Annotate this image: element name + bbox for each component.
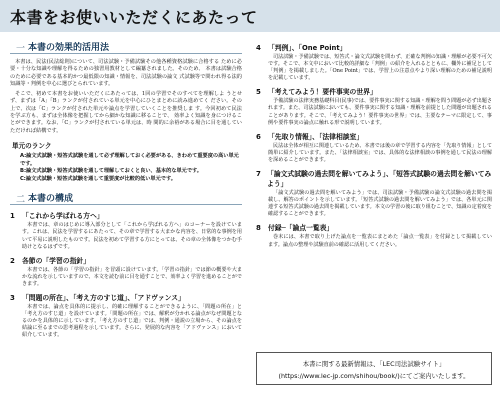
header-bar [0, 0, 500, 32]
item-body: 本書では、論点を具体的に提示し、的確に理解することができるように、「問題の所在」と「考え方のすじ道」を設けています。「問題の所在」では、解釈が分かれる論点がなぜ問題となるのかを具体的に示しています。「考え方のすじ道」では、判例・通説の立場から、その論点を結論に至るまでの思考過程を示しています。さらに、発展的な内容を「アドヴァンス」において紹介しています。 [22, 304, 242, 339]
right-column [256, 38, 492, 251]
rank-item-b: B:論文式試験・短答式試験を通して理解しておくと良い、基本的な単元です。 [20, 168, 202, 175]
item-number: 8 [256, 224, 261, 233]
item-title: 「先取り情報」、「法律相談室」 [268, 132, 364, 141]
section-title: 本書の効果的活用法 [28, 43, 110, 53]
paragraph: 本書は、民法(民法総則)について、司法試験・予備試験その他各種資格試験に合格する ために必要・十分な知識や理解を得るための独習用教材として編纂されました。そのため、 本書は試験合格のために必要である基本的かつ最低限の知識・情報を、司法試験の論文 式試験等で問われ得る法的知識等・判例を中心に選びとられています。 [10, 59, 242, 87]
notice-url: (https://www.lec-jp.com/shihou/book/)にてご案内いたします。 [278, 372, 470, 380]
item-title: 「考えてみよう！要件事実の世界」 [268, 88, 377, 97]
rank-list [10, 153, 242, 183]
item-number: 2 [10, 256, 15, 265]
item-heading [256, 168, 492, 188]
paragraph: そこで、初めて本書をお使いいただくにあたっては、1回の学習でそのすべてを理解しよ うとせず、まずは「A」「B」ランクが付されている単元を中心にひとまとめに読み進めてく ださい。その上で、次は「C」ランクが付された単元や論点を学習していくことを推奨しま す。今回初めて民法を学ぶ方も、まずは全体像を把握してから細かな知識に移ることで、 効率よく知識を身につけることができます。なお、「C」ランクが付されている単元は、時 間的に余裕がある場合に目を通していただければ結構です。 [10, 91, 242, 134]
page-title: 本書をお使いいただくにあたって [10, 8, 258, 27]
item-body: 司法試験・予備試験では、短答式・論文式試験を問わず、正確な判例の知識・理解が必要不可欠です。そこで、本文中において比較的詳細な「判例」の紹介を入れるとともに、欄外に補足として「判例」を掲載しました。「One Point」では、学習上の注意点やより深い理解のための補足説明を記載しています。 [268, 54, 492, 82]
section-heading [10, 189, 242, 205]
item-title: 「判例」、「One Point」 [268, 44, 347, 52]
item-body: 巻末には、本書で取り上げた論点を一覧表にまとめた「論点一覧表」を付録として掲載しています。論点の整理や試験直前の確認に活用してください。 [268, 234, 492, 248]
item-number: 4 [256, 44, 261, 52]
item-title: 付録─「論点一覧表」 [268, 224, 334, 233]
info-notice-box [256, 352, 492, 385]
item-heading [256, 131, 492, 141]
notice-text: 本書に関する最新情報は、「LEC司法試験サイト」 [302, 360, 446, 368]
item-body: 「論文式試験の過去問を解いてみよう」では、司法試験・予備試験の論文式試験の過去問を掲載し、解答のポイントを示しています。「短答式試験の過去問を解いてみよう」では、各単元に関連する短答式試験の過去問を掲載しています。本文の学習の後に取り組むことで、知識の定着度を確認することができます。 [268, 190, 492, 218]
section-number: 二 [16, 195, 26, 206]
item-heading [10, 255, 242, 265]
section-heading [10, 38, 242, 54]
section-title: 本書の構成 [28, 194, 74, 205]
item-body: 本書では、各節の「学習の指針」を冒頭に設けています。「学習の指針」では節の概要や大まかな流れを示していますので、本文を読む前に目を通すことで、効率よく学習を進めることができます。 [22, 266, 242, 287]
section-number: 一 [16, 44, 26, 54]
rank-item-c: C:論文式試験・短答式試験を通して重要度が比較的低い単元です。 [20, 175, 176, 182]
item-number: 1 [10, 212, 15, 221]
ranks-heading: 単元のランク [12, 141, 52, 150]
item-title: 「問題の所在」、「考え方のすじ道」、「アドヴァンス」 [22, 294, 185, 302]
item-title: 各節の「学習の指針」 [22, 256, 90, 265]
item-number: 6 [256, 132, 261, 141]
item-heading [256, 42, 492, 52]
item-heading [10, 292, 242, 302]
item-number: 5 [256, 88, 261, 97]
item-title: 「論文式試験の過去問を解いてみよう」、「短答式試験の過去問を解いてみよう」 [267, 170, 492, 189]
item-body: 予備試験の法律実務基礎科目(民事)では、要件事実に関する知識・理解を問う問題が必ず出題されます。また、司法試験においても、要件事実に関する知識・理解を前提とした問題が出題されることがあります。そこで、「考えてみよう！要件事実の世界」では、主要なテーマに限定して、事例や要件事実の論点に触れる形で説明しています。 [268, 98, 492, 126]
item-number: 7 [256, 170, 261, 179]
item-body: 本書では、章のはじめに導入部分として「これから学ばれる方へ」のコーナーを設けています。これは、民法を学習するにあたって、その章で学習する大まかな内容を、日常的な事例を用いて平易に説明したものです。民法を初めて学習する方にとっては、その章の全体像をつかむ手助けとなるはずです。 [22, 222, 242, 250]
left-column [10, 38, 242, 341]
rank-item-a: A:論文式試験・短答式試験を通して必ず理解しておく必要がある、きわめて重要度の高い単元です。 [20, 152, 239, 167]
item-title: 「これから学ばれる方へ」 [22, 212, 104, 221]
item-heading [256, 86, 492, 96]
item-number: 3 [10, 294, 15, 302]
item-body: 民法は全体が相互に関連しているため、本書では後の章で学習する内容を「先取り情報」として簡単に紹介しています。また、「法律相談室」では、具体的な法律相談の事例を通して民法の理解を深めることができます。 [268, 142, 492, 163]
item-heading [10, 210, 242, 220]
item-heading [256, 222, 492, 232]
